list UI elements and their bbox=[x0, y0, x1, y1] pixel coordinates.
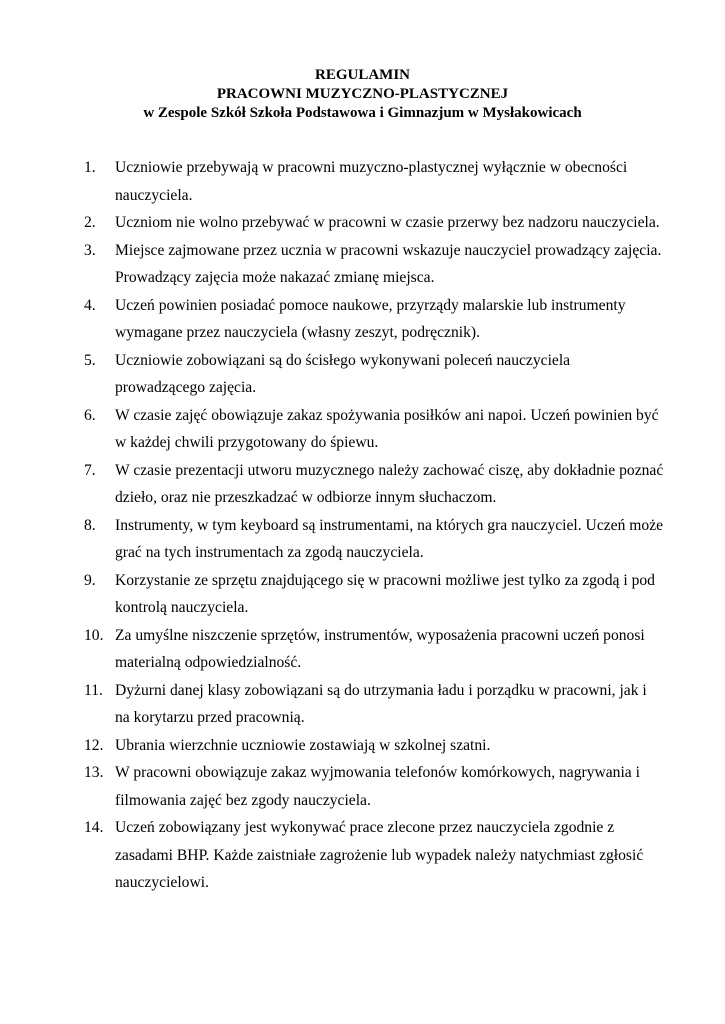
rule-number: 14. bbox=[84, 819, 104, 836]
rule-item bbox=[84, 732, 664, 760]
rule-text: Instrumenty, w tym keyboard są instrumentami, na których gra nauczyciel. Uczeń może grać na tych instrumentach za zgodą nauczyciela. bbox=[115, 516, 664, 561]
rule-number: 8. bbox=[84, 516, 96, 534]
rule-item bbox=[84, 237, 664, 292]
rule-text: Korzystanie ze sprzętu znajdującego się w pracowni możliwe jest tylko za zgodą i pod kontrolą nauczyciela. bbox=[115, 571, 655, 616]
rule-item bbox=[84, 457, 664, 512]
rule-number: 9. bbox=[84, 571, 96, 589]
rule-item bbox=[84, 154, 664, 209]
rule-text: Dyżurni danej klasy zobowiązani są do utrzymania ładu i porządku w pracowni, jak i na korytarzu przed pracownią. bbox=[115, 681, 647, 726]
rule-item bbox=[84, 622, 664, 677]
rules-list bbox=[84, 154, 664, 897]
rule-number: 6. bbox=[84, 406, 96, 424]
rule-number: 2. bbox=[84, 214, 96, 231]
rule-number: 1. bbox=[84, 159, 96, 176]
document-title bbox=[0, 66, 725, 123]
title-line: REGULAMIN bbox=[314, 67, 410, 83]
rule-text: Ubrania wierzchnie uczniowie zostawiają w szkolnej szatni. bbox=[115, 736, 491, 754]
rule-number: 10. bbox=[84, 626, 104, 644]
rule-number: 12. bbox=[84, 736, 104, 754]
rule-number: 5. bbox=[84, 351, 96, 369]
rule-item bbox=[84, 677, 664, 732]
rule-number: 7. bbox=[84, 461, 96, 479]
rule-item bbox=[84, 759, 664, 814]
rule-number: 4. bbox=[84, 296, 96, 314]
rule-number: 11. bbox=[84, 681, 103, 699]
rule-item bbox=[84, 402, 664, 457]
rule-text: Uczeń powinien posiadać pomoce naukowe, przyrządy malarskie lub instrumenty wymagane przez nauczyciela (własny zeszyt, podręcznik). bbox=[115, 296, 626, 341]
rule-text: Uczniom nie wolno przebywać w pracowni w czasie przerwy bez nadzoru nauczyciela. bbox=[115, 214, 660, 231]
rule-text: W czasie prezentacji utworu muzycznego należy zachować ciszę, aby dokładnie poznać dzieło, oraz nie przeszkadzać w odbiorze innym słuchaczom. bbox=[115, 461, 664, 506]
rule-item bbox=[84, 347, 664, 402]
rule-text: Uczniowie zobowiązani są do ścisłego wykonywani poleceń nauczyciela prowadzącego zajęcia. bbox=[115, 351, 571, 396]
rule-text: W czasie zajęć obowiązuje zakaz spożywania posiłków ani napoi. Uczeń powinien być w każdej chwili przygotowany do śpiewu. bbox=[115, 406, 659, 451]
title-line: w Zespole Szkół Szkoła Podstawowa i Gimnazjum w Mysłakowicach bbox=[143, 105, 582, 121]
rule-item bbox=[84, 567, 664, 622]
rule-item bbox=[84, 209, 664, 237]
rule-item bbox=[84, 512, 664, 567]
rule-text: Uczniowie przebywają w pracowni muzyczno-plastycznej wyłącznie w obecności nauczyciela. bbox=[115, 159, 628, 204]
rule-number: 13. bbox=[84, 764, 104, 781]
rule-number: 3. bbox=[84, 241, 96, 259]
rule-text: Uczeń zobowiązany jest wykonywać prace zlecone przez nauczyciela zgodnie z zasadami BHP. Każde zaistniałe zagrożenie lub wypadek należy natychmiast zgłosić nauczycielowi. bbox=[115, 819, 644, 891]
title-line: PRACOWNI MUZYCZNO-PLASTYCZNEJ bbox=[216, 86, 509, 102]
rule-text: W pracowni obowiązuje zakaz wyjmowania telefonów komórkowych, nagrywania i filmowania zajęć bez zgody nauczyciela. bbox=[115, 764, 640, 809]
rule-text: Miejsce zajmowane przez ucznia w pracowni wskazuje nauczyciel prowadzący zajęcia. Prowadzący zajęcia może nakazać zmianę miejsca. bbox=[115, 241, 662, 286]
rule-item bbox=[84, 292, 664, 347]
rule-item bbox=[84, 814, 664, 897]
rule-text: Za umyślne niszczenie sprzętów, instrumentów, wyposażenia pracowni uczeń ponosi materialną odpowiedzialność. bbox=[115, 626, 645, 671]
